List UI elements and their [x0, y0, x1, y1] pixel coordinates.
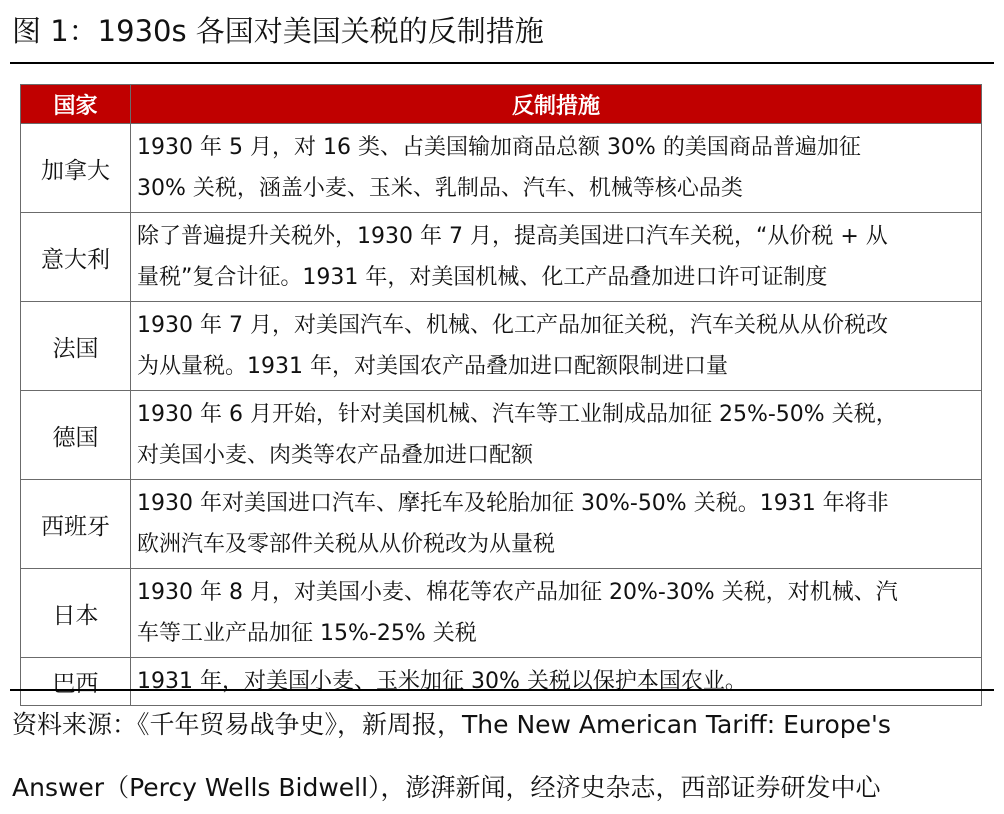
measure-line: 欧洲汽车及零部件关税从从价税改为从量税: [137, 532, 556, 557]
top-rule: [10, 62, 994, 64]
bottom-rule: [10, 689, 994, 691]
header-country: 国家: [21, 85, 131, 124]
measure-cell: [131, 658, 982, 706]
header-measures: 反制措施: [131, 85, 982, 124]
country-cell: 西班牙: [21, 480, 131, 569]
country-cell: 日本: [21, 569, 131, 658]
measure-line: 量税”复合计征。1931 年，对美国机械、化工产品叠加进口许可证制度: [137, 265, 828, 290]
table-row: [21, 391, 982, 480]
table-row: [21, 480, 982, 569]
table-row: [21, 124, 982, 213]
measure-cell: [131, 213, 982, 302]
country-cell: 德国: [21, 391, 131, 480]
measure-cell: [131, 569, 982, 658]
measure-line: 对美国小麦、肉类等农产品叠加进口配额: [137, 443, 534, 468]
measure-line: 车等工业产品加征 15%-25% 关税: [137, 621, 477, 646]
source-note-line2: Answer（Percy Wells Bidwell），澎湃新闻，经济史杂志，西部证券研发中心: [12, 773, 881, 802]
country-cell: 法国: [21, 302, 131, 391]
source-note-line1: 资料来源：《千年贸易战争史》，新周报，The New American Tariff: Europe's: [12, 710, 891, 739]
table-header-row: [21, 85, 982, 124]
country-cell: 加拿大: [21, 124, 131, 213]
measure-line: 除了普遍提升关税外，1930 年 7 月，提高美国进口汽车关税，“从价税 + 从: [137, 224, 888, 249]
table-row: [21, 658, 982, 706]
table-row: [21, 302, 982, 391]
measure-line: 1930 年 7 月，对美国汽车、机械、化工产品加征关税，汽车关税从从价税改: [137, 313, 888, 338]
measure-line: 1930 年 5 月，对 16 类、占美国输加商品总额 30% 的美国商品普遍加征: [137, 135, 861, 160]
measure-line: 1931 年，对美国小麦、玉米加征 30% 关税以保护本国农业。: [137, 669, 747, 694]
measure-cell: [131, 302, 982, 391]
country-cell: 意大利: [21, 213, 131, 302]
measure-cell: [131, 480, 982, 569]
measure-line: 30% 关税，涵盖小麦、玉米、乳制品、汽车、机械等核心品类: [137, 176, 743, 201]
measure-line: 为从量税。1931 年，对美国农产品叠加进口配额限制进口量: [137, 354, 728, 379]
table-row: [21, 569, 982, 658]
measure-line: 1930 年对美国进口汽车、摩托车及轮胎加征 30%-50% 关税。1931 年将非: [137, 491, 889, 516]
table-row: [21, 213, 982, 302]
figure-title: 图 1：1930s 各国对美国关税的反制措施: [12, 14, 544, 48]
measure-cell: [131, 391, 982, 480]
countermeasures-table: [20, 84, 982, 706]
measure-cell: [131, 124, 982, 213]
measure-line: 1930 年 6 月开始，针对美国机械、汽车等工业制成品加征 25%-50% 关税，: [137, 402, 898, 427]
measure-line: 1930 年 8 月，对美国小麦、棉花等农产品加征 20%-30% 关税，对机械、汽: [137, 580, 898, 605]
country-cell: 巴西: [21, 658, 131, 706]
